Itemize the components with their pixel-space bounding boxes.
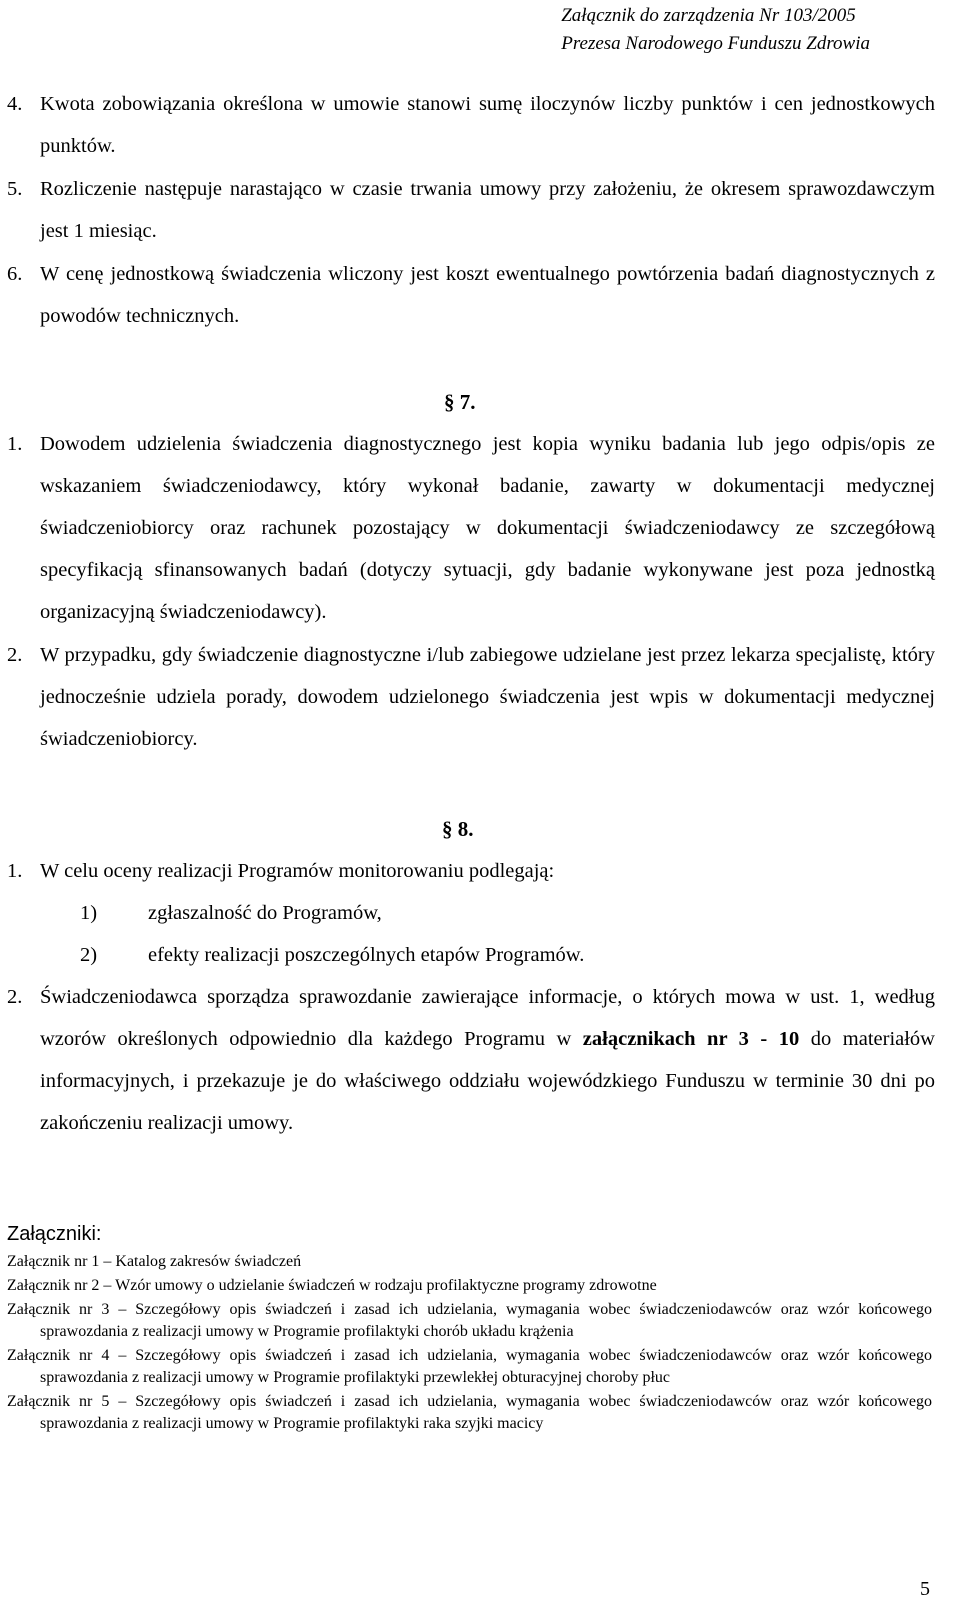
annex-item: Załącznik nr 3 – Szczegółowy opis świadczeń i zasad ich udzielania, wymagania wobec świadczeniodawców oraz wzór końcowego sprawozdania z realizacji umowy w Programie profilaktyki chorób układu krążenia [7,1301,932,1340]
item-text: Rozliczenie następuje narastająco w czasie trwania umowy przy założeniu, że okresem sprawozdawczym jest 1 miesiąc. [40,178,935,242]
subitem-number: 1) [80,902,98,924]
paragraph-item-5 [7,168,935,252]
annex-item: Załącznik nr 2 – Wzór umowy o udzielanie świadczeń w rodzaju profilaktyczne programy zdrowotne [7,1277,657,1294]
item-number: 4. [7,93,23,115]
document-header [561,2,870,58]
item-number: 6. [7,263,23,285]
annex-item: Załącznik nr 5 – Szczegółowy opis świadczeń i zasad ich udzielania, wymagania wobec świadczeniodawców oraz wzór końcowego sprawozdania z realizacji umowy w Programie profilaktyki raka szyjki macicy [7,1393,932,1432]
subitem-number: 2) [80,944,98,966]
annexes-title: Załączniki: [7,1223,102,1245]
item-text-before: Świadczeniodawca sporządza sprawozdanie zawierające informacje, o których mowa w ust. 1, według wzorów określonych odpowiednio dla każdego Programu w [40,986,935,1050]
section-heading-7: § 7. [444,390,476,414]
page-number: 5 [920,1578,930,1600]
paragraph-8-1 [7,850,935,892]
section-heading-8: § 8. [442,817,474,841]
annex-item: Załącznik nr 1 – Katalog zakresów świadczeń [7,1253,302,1270]
item-number: 1. [7,860,23,882]
item-text: Dowodem udzielenia świadczenia diagnostycznego jest kopia wyniku badania lub jego odpis/opis ze wskazaniem świadczeniodawcy, który wykonał badanie, zawarty w dokumentacji medycznej świadczeniobiorcy oraz rachunek pozostający w dokumentacji świadczeniodawcy ze szczegółową specyfikacją sfinansowanych badań (dotyczy sytuacji, gdy badanie wykonywane jest poza jednostką organizacyjną świadczeniodawcy). [40,433,935,623]
annexes-list [7,1251,932,1437]
paragraph-item-6 [7,253,935,337]
item-number: 2. [7,644,23,666]
item-text-bold: załącznikach nr 3 - 10 [582,1028,800,1050]
item-text-after: do materiałów informacyjnych, i przekazuje je do właściwego oddziału wojewódzkiego Funduszu w terminie 30 dni po zakończeniu realizacji umowy. [40,1028,935,1134]
paragraph-7-2 [7,634,935,760]
header-line-1: Załącznik do zarządzenia Nr 103/2005 [561,5,856,26]
item-text: W przypadku, gdy świadczenie diagnostyczne i/lub zabiegowe udzielane jest przez lekarza specjalistę, który jednocześnie udziela porady, dowodem udzielonego świadczenia jest wpis w dokumentacji medycznej świadczeniobiorcy. [40,644,935,750]
item-text: Kwota zobowiązania określona w umowie stanowi sumę iloczynów liczby punktów i cen jednostkowych punktów. [40,93,935,157]
subitem-text: efekty realizacji poszczególnych etapów Programów. [148,944,585,966]
item-number: 5. [7,178,23,200]
header-line-2: Prezesa Narodowego Funduszu Zdrowia [561,33,870,54]
subitem-2 [80,934,584,976]
item-number: 1. [7,433,23,455]
paragraph-7-1 [7,423,935,633]
subitem-text: zgłaszalność do Programów, [148,902,382,924]
item-text: W celu oceny realizacji Programów monitorowaniu podlegają: [40,860,555,882]
subitem-1 [80,892,382,934]
annex-item: Załącznik nr 4 – Szczegółowy opis świadczeń i zasad ich udzielania, wymagania wobec świadczeniodawców oraz wzór końcowego sprawozdania z realizacji umowy w Programie profilaktyki przewlekłej obturacyjnej choroby płuc [7,1347,932,1386]
paragraph-8-2 [7,976,935,1144]
paragraph-item-4 [7,83,935,167]
item-number: 2. [7,986,23,1008]
item-text: W cenę jednostkową świadczenia wliczony jest koszt ewentualnego powtórzenia badań diagnostycznych z powodów technicznych. [40,263,935,327]
